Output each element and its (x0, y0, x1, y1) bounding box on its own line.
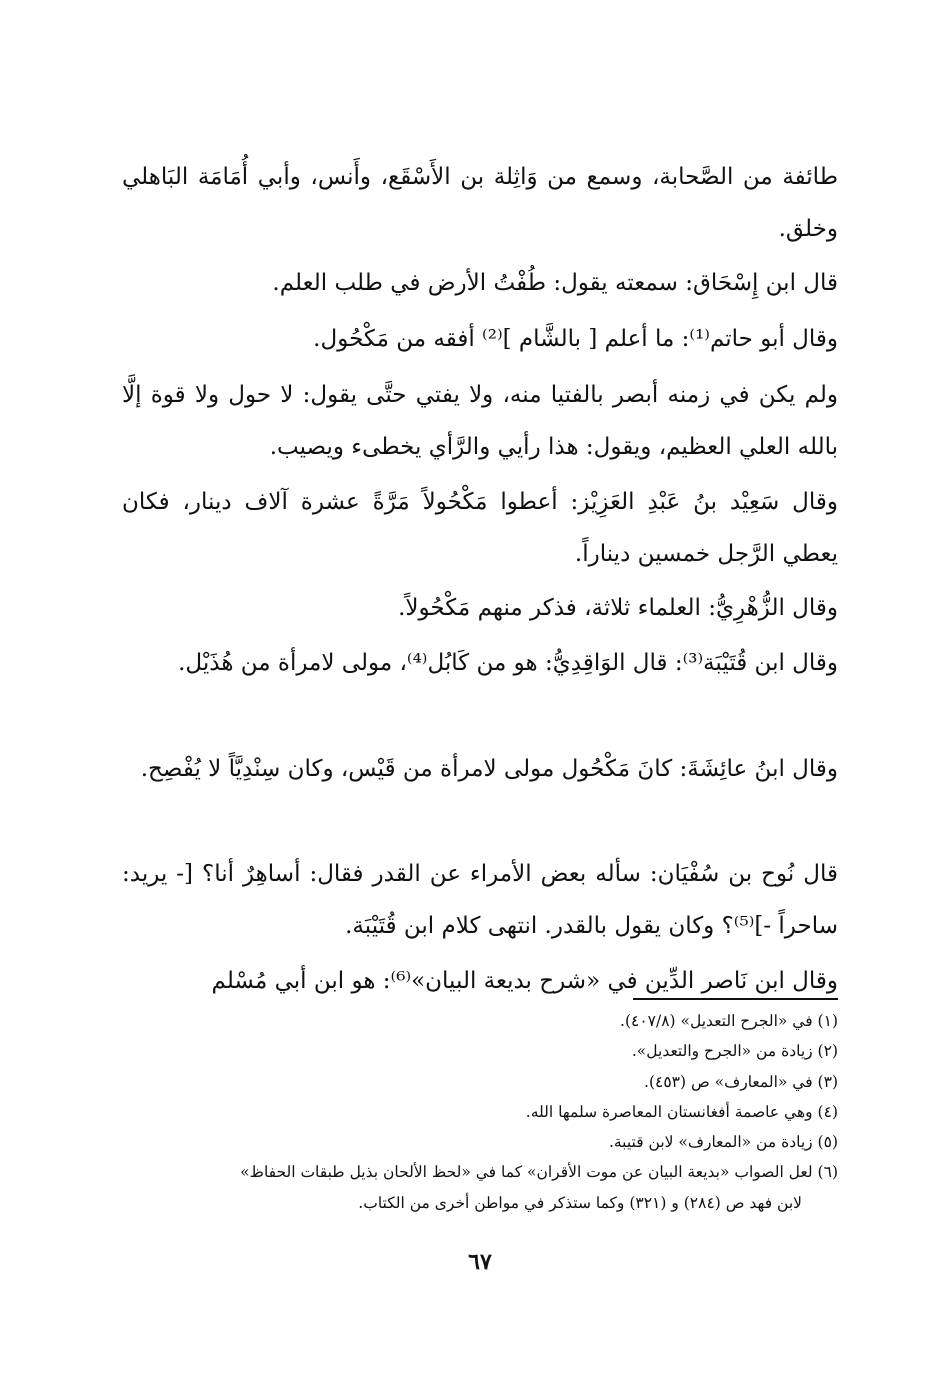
footnote-1: (١) في «الجرح التعديل» (٤٠٧/٨). (620, 1012, 838, 1030)
paragraph-10: وقال ابن نَاصر الدِّين في «شرح بديعة البيان»⁽⁶⁾: هو ابن أبي مُسْلم (211, 968, 838, 994)
paragraph-9: قال نُوح بن سُفْيَان: سأله بعض الأمراء عن القدر فقال: أساهِرٌ أنا؟ [- يريد: ساحراً -]⁽⁵⁾؟ وكان يقول بالقدر. انتهى كلام ابن قُتَيْبَة. (122, 861, 838, 939)
paragraph-2: قال ابن إِسْحَاق: سمعته يقول: طُفْتُ الأرض في طلب العلم. (272, 270, 838, 296)
page-number: ٦٧ (468, 1249, 492, 1275)
footnote-4: (٤) وهي عاصمة أفغانستان المعاصرة سلمها الله. (525, 1103, 838, 1121)
paragraph-4: ولم يكن في زمنه أبصر بالفتيا منه، ولا يفتي حتَّى يقول: لا حول ولا قوة إلَّا بالله العلي العظيم، ويقول: هذا رأيي والرَّأي يخطىء ويصيب. (122, 382, 838, 460)
footnote-3: (٣) في «المعارف» ص (٤٥٣). (644, 1073, 838, 1091)
paragraph-8: وقال ابنُ عائِشَةَ: كانَ مَكْحُول مولى لامرأة من قَيْس، وكان سِنْدِيَّاً لا يُفْصِح. (140, 756, 838, 782)
footnote-separator (633, 998, 838, 1000)
paragraph-7: وقال ابن قُتَيْبَة⁽³⁾: قال الوَاقِدِيُّ: هو من كَابُل⁽⁴⁾، مولى لامرأة من هُذَيْل. (178, 650, 838, 676)
footnote-2: (٢) زيادة من «الجرح والتعديل». (631, 1042, 838, 1060)
footnote-6-continuation: لابن فهد ص (٢٨٤) و (٣٢١) وكما ستذكر في مواطن أخرى من الكتاب. (358, 1194, 802, 1212)
footnote-5: (٥) زيادة من «المعارف» لابن قتيبة. (608, 1133, 838, 1151)
paragraph-6: وقال الزُّهْرِيُّ: العلماء ثلاثة، فذكر منهم مَكْحُولاً. (398, 595, 838, 621)
footnote-6: (٦) لعل الصواب «بديعة البيان عن موت الأقران» كما في «لحظ الألحان بذيل طبقات الحفاظ» (240, 1163, 838, 1181)
paragraph-3: وقال أبو حاتم⁽¹⁾: ما أعلم [ بالشَّام ]⁽²⁾ أفقه من مَكْحُول. (313, 326, 838, 352)
paragraph-5: وقال سَعِيْد بنُ عَبْدِ العَزِيْز: أعطوا مَكْحُولاً مَرَّةً عشرة آلاف دينار، فكان يعطي الرَّجل خمسين ديناراً. (122, 489, 838, 567)
paragraph-1: طائفة من الصَّحابة، وسمع من وَاثِلة بن الأَسْقَع، وأَنس، وأبي أُمَامَة البَاهلي وخلق. (122, 164, 838, 242)
